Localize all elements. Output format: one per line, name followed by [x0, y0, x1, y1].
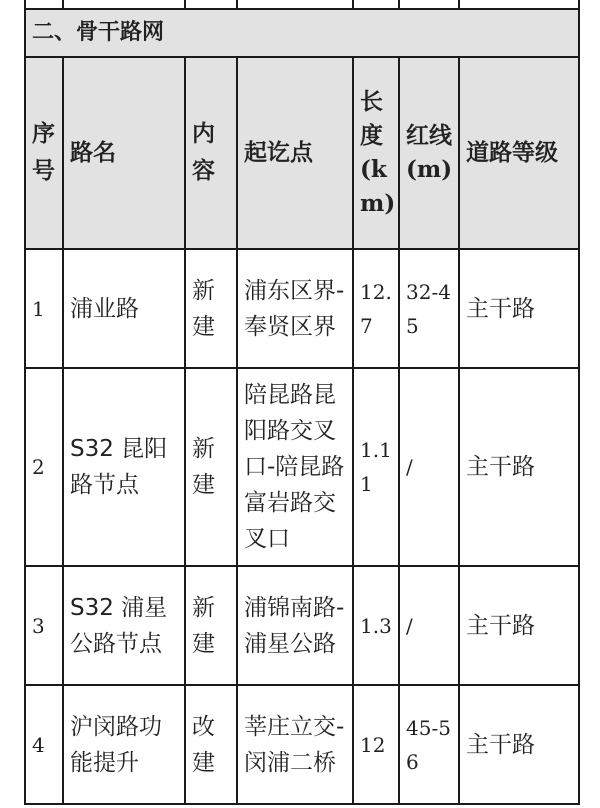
road-network-table — [24, 0, 580, 805]
header-name: 路名 — [63, 57, 185, 249]
cell-length: 12 — [353, 685, 399, 804]
cell-name: S32 昆阳路节点 — [63, 368, 185, 566]
cell-content: 改建 — [185, 685, 237, 804]
cell-red-line: 45-56 — [399, 685, 459, 804]
cell-grade: 主干路 — [459, 249, 579, 368]
cell-seq: 3 — [25, 566, 63, 685]
table-row — [25, 685, 579, 804]
header-red-line: 红线(m) — [399, 57, 459, 249]
cell-seq: 4 — [25, 685, 63, 804]
cell-seq: 1 — [25, 249, 63, 368]
cell-name: 浦业路 — [63, 249, 185, 368]
cell-length: 1.3 — [353, 566, 399, 685]
table-top-stub — [25, 0, 579, 9]
cell-grade: 主干路 — [459, 685, 579, 804]
table-row — [25, 249, 579, 368]
cell-length: 1.11 — [353, 368, 399, 566]
cell-name: 沪闵路功能提升 — [63, 685, 185, 804]
cell-grade: 主干路 — [459, 368, 579, 566]
cell-grade: 主干路 — [459, 566, 579, 685]
cell-content: 新建 — [185, 249, 237, 368]
cell-red-line: / — [399, 368, 459, 566]
cell-red-line: 32-45 — [399, 249, 459, 368]
cell-content: 新建 — [185, 368, 237, 566]
cell-name: S32 浦星公路节点 — [63, 566, 185, 685]
cell-endpoints: 浦锦南路-浦星公路 — [237, 566, 353, 685]
header-length: 长度(km) — [353, 57, 399, 249]
cell-red-line: / — [399, 566, 459, 685]
cell-endpoints: 莘庄立交-闵浦二桥 — [237, 685, 353, 804]
header-endpoints: 起讫点 — [237, 57, 353, 249]
cell-seq: 2 — [25, 368, 63, 566]
cell-endpoints: 陪昆路昆阳路交叉口-陪昆路富岩路交叉口 — [237, 368, 353, 566]
table-row — [25, 368, 579, 566]
header-grade: 道路等级 — [459, 57, 579, 249]
section-title: 二、骨干路网 — [25, 9, 579, 57]
header-row — [25, 57, 579, 249]
header-seq: 序号 — [25, 57, 63, 249]
cell-content: 新建 — [185, 566, 237, 685]
cell-endpoints: 浦东区界-奉贤区界 — [237, 249, 353, 368]
section-row — [25, 9, 579, 57]
table-row — [25, 566, 579, 685]
header-content: 内容 — [185, 57, 237, 249]
cell-length: 12.7 — [353, 249, 399, 368]
